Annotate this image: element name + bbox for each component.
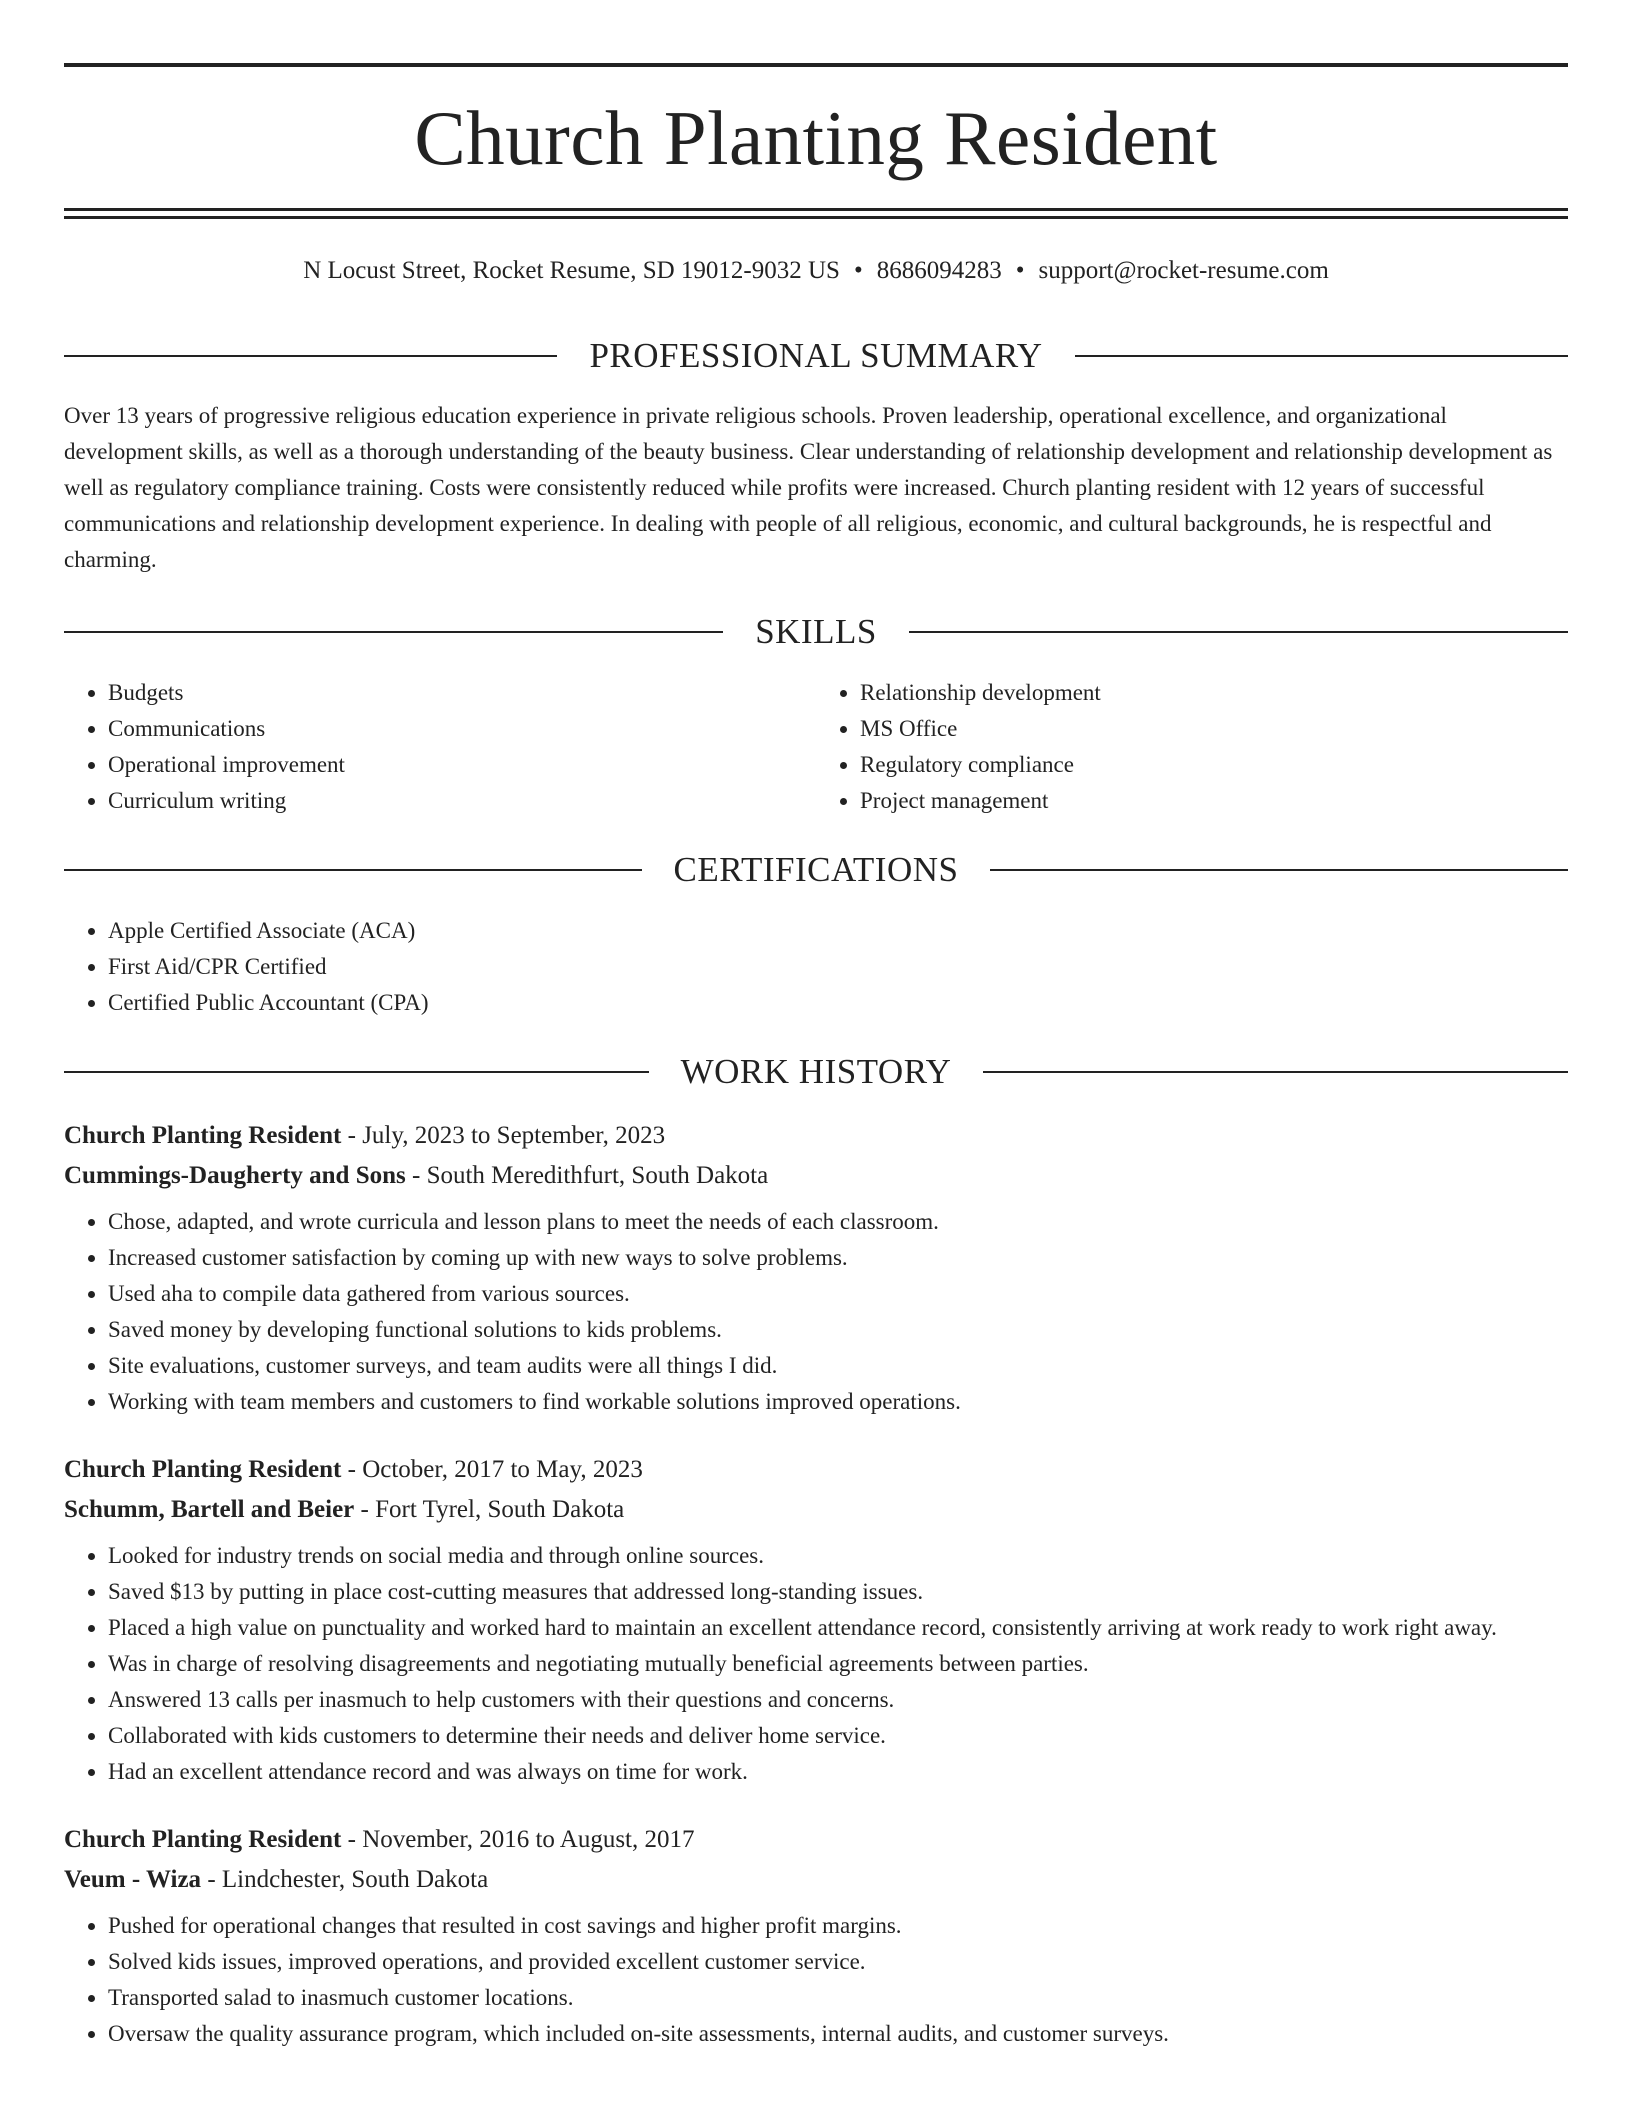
job-dates: July, 2023 to September, 2023 (362, 1122, 666, 1149)
certifications-title: CERTIFICATIONS (673, 850, 959, 889)
job-entry (64, 1116, 1568, 1420)
job-location: South Meredithfurt, South Dakota (426, 1162, 769, 1189)
job-title: Church Planting Resident (64, 1122, 342, 1149)
job-dates: October, 2017 to May, 2023 (362, 1456, 643, 1483)
job-title: Church Planting Resident (64, 1456, 342, 1483)
heading-rule (983, 1071, 1568, 1073)
job-location: Lindchester, South Dakota (221, 1866, 489, 1893)
job-bullet: • Increased customer satisfaction by coming up with new ways to solve problems. (108, 1240, 1568, 1276)
job-bullet: • Placed a high value on punctuality and worked hard to maintain an excellent attendance record, consistently arriving at work ready to work right away. (108, 1610, 1568, 1646)
job-company: Schumm, Bartell and Beier (64, 1496, 355, 1523)
work-heading (64, 1050, 1568, 1094)
skill-item: • Operational improvement (108, 747, 816, 783)
resume-name: Church Planting Resident (414, 95, 1218, 181)
certifications-heading (64, 848, 1568, 892)
skills-column-left (64, 675, 816, 819)
job-entry (64, 1820, 1568, 2052)
skill-item: • Communications (108, 711, 816, 747)
skill-item: • Regulatory compliance (860, 747, 1568, 783)
job-bullet: • Saved $13 by putting in place cost-cutting measures that addressed long-standing issues. (108, 1574, 1568, 1610)
skills-left-list (64, 675, 816, 819)
summary-text: Over 13 years of progressive religious education experience in private religious schools. Proven leadership, operational excellence, and organizational development skills, as well as a thorough understanding of the beauty business. Clear understanding of relationship development and relationship development as well as regulatory compliance training. Costs were consistently reduced while profits were increased. Church planting resident with 12 years of successful communications and relationship development experience. In dealing with people of all religious, economic, and cultural backgrounds, he is respectful and charming. (64, 403, 1553, 572)
job-bullet: • Had an excellent attendance record and was always on time for work. (108, 1754, 1568, 1790)
job-company-line: Cummings-Daugherty and Sons - South Meredithfurt, South Dakota (64, 1162, 769, 1189)
skills-list (64, 675, 1568, 819)
heading-rule (909, 631, 1568, 633)
top-rule (64, 63, 1568, 67)
summary-title: PROFESSIONAL SUMMARY (589, 336, 1043, 375)
heading-rule (64, 1071, 649, 1073)
skill-item: • MS Office (860, 711, 1568, 747)
contact-address: N Locust Street, Rocket Resume, SD 19012-9032 US (303, 257, 840, 284)
job-entry (64, 1450, 1568, 1790)
skill-item: • Budgets (108, 675, 816, 711)
certifications-list (64, 913, 1568, 1021)
job-bullet: • Transported salad to inasmuch customer locations. (108, 1980, 1568, 2016)
job-bullets (64, 1908, 1568, 2052)
job-company-line: Schumm, Bartell and Beier - Fort Tyrel, South Dakota (64, 1496, 625, 1523)
job-title: Church Planting Resident (64, 1826, 342, 1853)
job-bullet: • Saved money by developing functional solutions to kids problems. (108, 1312, 1568, 1348)
heading-rule (64, 869, 642, 871)
heading-rule (990, 869, 1568, 871)
skills-heading (64, 610, 1568, 654)
job-bullet: • Oversaw the quality assurance program, which included on-site assessments, internal audits, and customer surveys. (108, 2016, 1568, 2052)
skills-column-right (816, 675, 1568, 819)
job-company-line: Veum - Wiza - Lindchester, South Dakota (64, 1866, 489, 1893)
job-dates: November, 2016 to August, 2017 (362, 1826, 695, 1853)
certification-item: • Apple Certified Associate (ACA) (108, 913, 1568, 949)
heading-rule (64, 631, 723, 633)
job-bullet: • Solved kids issues, improved operations, and provided excellent customer service. (108, 1944, 1568, 1980)
job-bullet: • Used aha to compile data gathered from various sources. (108, 1276, 1568, 1312)
job-title-line: Church Planting Resident - November, 2016 to August, 2017 (64, 1826, 695, 1853)
skill-item: • Relationship development (860, 675, 1568, 711)
job-company: Veum - Wiza (64, 1866, 202, 1893)
job-bullet: • Answered 13 calls per inasmuch to help customers with their questions and concerns. (108, 1682, 1568, 1718)
contact-email: support@rocket-resume.com (1038, 257, 1329, 284)
contact-line (64, 254, 1568, 288)
job-bullet: • Was in charge of resolving disagreements and negotiating mutually beneficial agreements between parties. (108, 1646, 1568, 1682)
heading-rule (1075, 355, 1568, 357)
job-bullet: • Site evaluations, customer surveys, and team audits were all things I did. (108, 1348, 1568, 1384)
job-title-line: Church Planting Resident - July, 2023 to September, 2023 (64, 1122, 666, 1149)
job-bullets (64, 1204, 1568, 1420)
job-location: Fort Tyrel, South Dakota (375, 1496, 625, 1523)
work-history-list (64, 1116, 1568, 2082)
work-title: WORK HISTORY (680, 1052, 952, 1091)
skills-title: SKILLS (755, 612, 877, 651)
job-company: Cummings-Daugherty and Sons (64, 1162, 406, 1189)
summary-heading (64, 334, 1568, 378)
job-bullet: • Working with team members and customers to find workable solutions improved operations. (108, 1384, 1568, 1420)
certification-item: • Certified Public Accountant (CPA) (108, 985, 1568, 1021)
job-title-line: Church Planting Resident - October, 2017 to May, 2023 (64, 1456, 643, 1483)
job-bullet: • Pushed for operational changes that resulted in cost savings and higher profit margins. (108, 1908, 1568, 1944)
skills-right-list (816, 675, 1568, 819)
double-rule (64, 208, 1568, 219)
contact-separator: • (853, 257, 863, 284)
job-bullet: • Chose, adapted, and wrote curricula and lesson plans to meet the needs of each classroom. (108, 1204, 1568, 1240)
contact-phone: 8686094283 (876, 257, 1002, 284)
job-bullet: • Collaborated with kids customers to determine their needs and deliver home service. (108, 1718, 1568, 1754)
contact-separator: • (1015, 257, 1025, 284)
heading-rule (64, 355, 557, 357)
skill-item: • Curriculum writing (108, 783, 816, 819)
skill-item: • Project management (860, 783, 1568, 819)
certifications-items (64, 913, 1568, 1021)
certification-item: • First Aid/CPR Certified (108, 949, 1568, 985)
job-bullets (64, 1538, 1568, 1790)
job-bullet: • Looked for industry trends on social media and through online sources. (108, 1538, 1568, 1574)
